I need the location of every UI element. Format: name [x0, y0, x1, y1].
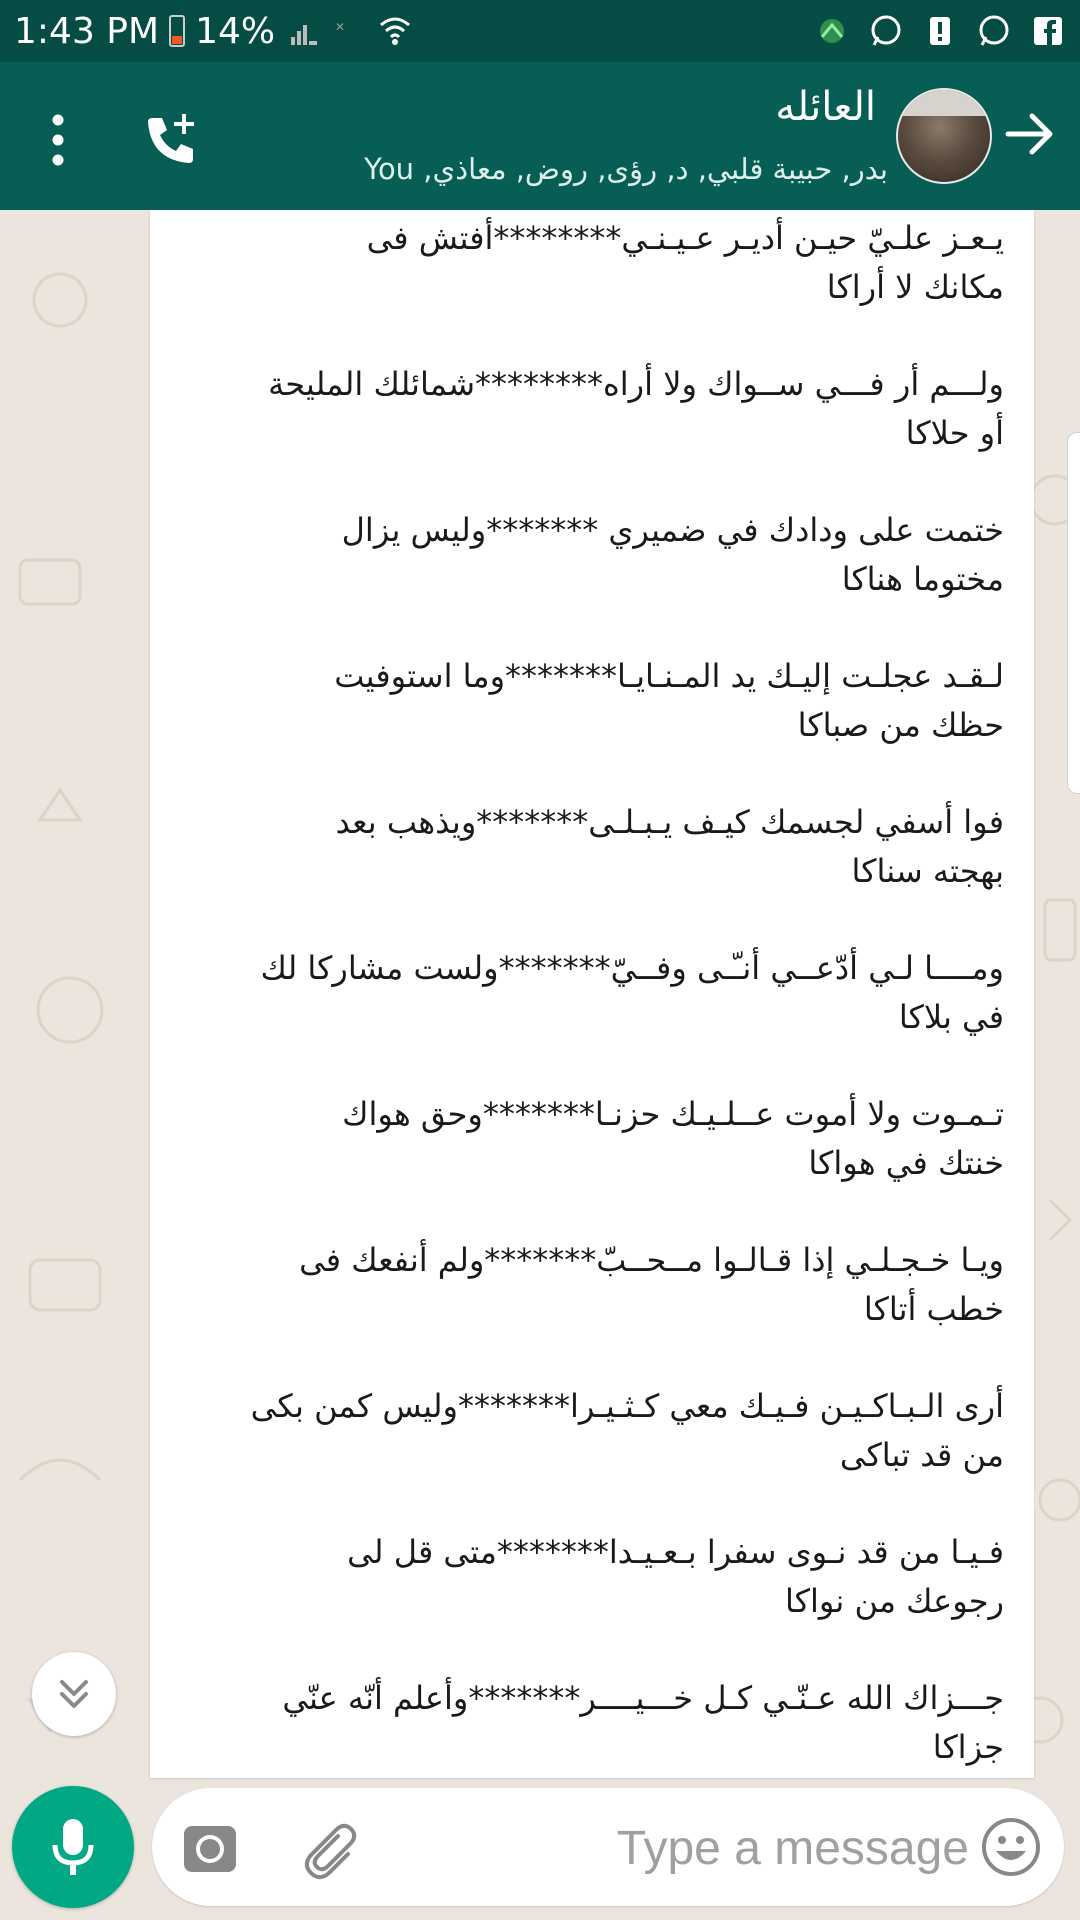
verse-line: ومــــا لـي أدّعــي أنـّـى وفــيّ*******ولست مشاركا لك — [260, 949, 1004, 987]
add-call-icon[interactable] — [138, 108, 202, 172]
chat-title[interactable]: العائله — [775, 84, 876, 130]
camera-icon[interactable] — [180, 1818, 240, 1878]
poem-verse — [174, 798, 1004, 896]
side-drawer-handle[interactable] — [1067, 432, 1080, 794]
verse-line: ويـا خـجـلـي إذا قـالـوا مــحــبّ*******ولم أنفعك فى — [299, 1241, 1004, 1279]
verse-line: لـقـد عجلـت إليـك يد المـنـايـا*******وما استوفيت — [334, 657, 1004, 695]
verse-line: رجوعك من نواكا — [785, 1582, 1004, 1620]
facebook-icon — [1030, 13, 1066, 49]
poem-verse — [174, 652, 1004, 750]
alert-icon — [922, 13, 958, 49]
battery-icon — [169, 15, 185, 47]
poem-verse — [174, 1236, 1004, 1334]
verse-line: خطب أتاكا — [863, 1290, 1004, 1328]
message-bubble[interactable] — [150, 210, 1034, 1778]
verse-line: فـيـا من قد نـوى سفرا بـعـيـدا*******متى قل لى — [347, 1533, 1004, 1571]
poem-verse — [174, 1528, 1004, 1626]
poem-verse — [174, 214, 1004, 312]
verse-line: أو حلاكا — [905, 414, 1004, 452]
verse-line: أرى الـبـاكـيـن فـيـك معي كـثـيـرا*******وليس كمن بكى — [250, 1387, 1004, 1425]
verse-line: جزاكا — [932, 1728, 1004, 1766]
signal-icon — [285, 13, 321, 49]
poem-verse — [174, 360, 1004, 458]
status-time: 1:43 PM — [14, 10, 160, 52]
verse-line: ولـــم أر فـــي ســواك ولا أراه********شمائلك المليحة — [268, 365, 1004, 403]
verse-line: حظك من صباكا — [797, 706, 1004, 744]
scroll-down-button[interactable] — [32, 1652, 116, 1736]
verse-line: يـعـز علـيّ حيـن أديـر عـيـنـي********أفتش فى — [366, 219, 1004, 257]
attach-icon[interactable] — [294, 1816, 358, 1880]
verse-line: جـــزاك الله عـنّـي كـل خـــيــــر*******وأعلم أنّه عنّي — [282, 1679, 1004, 1717]
back-arrow-icon[interactable] — [998, 102, 1062, 166]
whatsapp-icon — [976, 13, 1012, 49]
poem-verse — [174, 944, 1004, 1042]
svg-text:✕: ✕ — [335, 20, 346, 34]
poem-verse — [174, 1674, 1004, 1772]
verse-line: من قد تباكى — [839, 1436, 1004, 1474]
wifi-icon — [377, 13, 413, 49]
status-bar — [0, 0, 1080, 62]
poem-verse — [174, 1090, 1004, 1188]
verse-line: فوا أسفي لجسمك كيـف يـبـلـى*******ويذهب بعد — [335, 803, 1004, 841]
verse-line: تـمـوت ولا أموت عــلـيـك حزنـا*******وحق هواك — [342, 1095, 1004, 1133]
group-avatar[interactable] — [896, 88, 992, 184]
network-x-icon — [331, 13, 367, 49]
verse-line: في بلاكا — [898, 998, 1004, 1036]
scroll-down-icon — [52, 1672, 96, 1716]
mic-icon — [46, 1815, 100, 1879]
emoji-icon[interactable] — [980, 1816, 1042, 1878]
poem-verse — [174, 506, 1004, 604]
more-vert-icon[interactable] — [34, 110, 82, 170]
mic-button[interactable] — [12, 1786, 134, 1908]
sync-icon — [814, 13, 850, 49]
battery-percent: 14% — [195, 10, 276, 52]
verse-line: مكانك لا أراكا — [826, 268, 1004, 306]
poem-verse — [174, 1382, 1004, 1480]
message-input[interactable] — [382, 1808, 971, 1888]
verse-line: خنتك في هواكا — [808, 1144, 1004, 1182]
chat-participants[interactable]: بدر, حبيبة قلبي, د, رؤى, روض, معاذي, You — [364, 152, 888, 186]
message-composer — [152, 1788, 1064, 1906]
whatsapp-icon — [868, 13, 904, 49]
verse-line: مختوما هناكا — [841, 560, 1004, 598]
verse-line: ختمت على ودادك في ضميري *******وليس يزال — [341, 511, 1004, 549]
chat-header — [0, 62, 1080, 210]
verse-line: بهجته سناكا — [851, 852, 1004, 890]
